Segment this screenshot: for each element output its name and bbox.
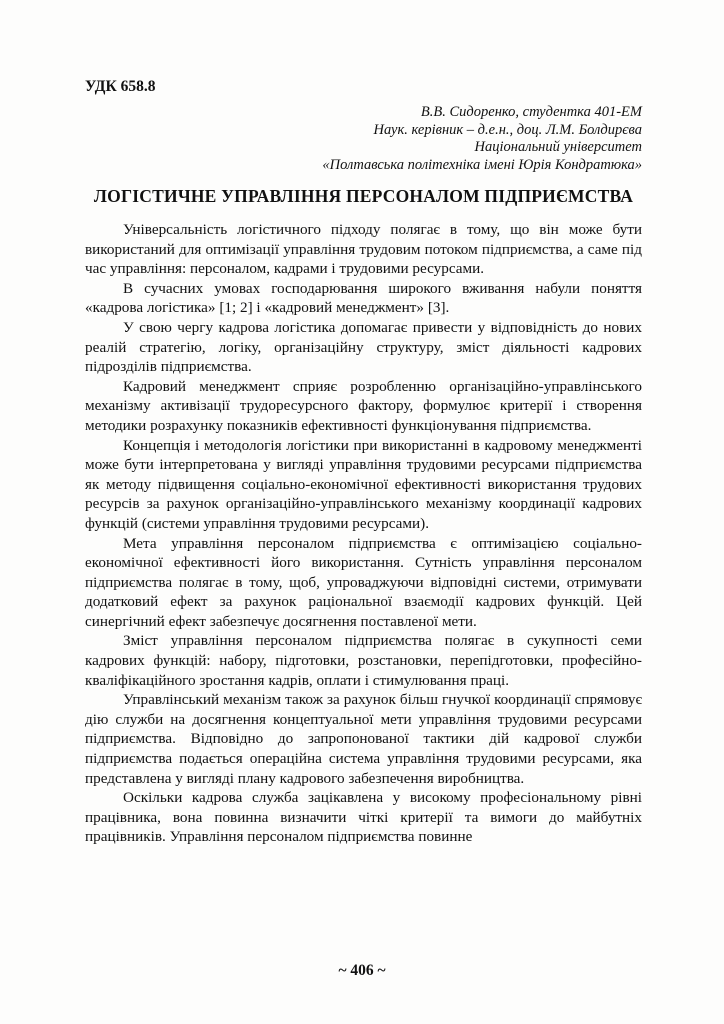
body-paragraph-5: Концепція і методологія логістики при використанні в кадровому менеджменті може бути інтерпретована у вигляді управління трудовими ресурсами підприємства як методу підвищення соціально-економічної ефективності використання трудових ресурсів за рахунок організаційно-управлінського механізму координації кадрових функцій (системи управління трудовими ресурсами). bbox=[85, 436, 642, 532]
body-paragraph-8: Управлінський механізм також за рахунок більш гнучкої координації спрямовує дію служби на досягнення концептуальної мети управління трудовими ресурсами підприємства. Відповідно до запропонованої тактики дій кадрової служби підприємства подається операційна система управління трудовими ресурсами, яка представлена у вигляді плану кадрового забезпечення виробництва. bbox=[85, 691, 642, 787]
body-paragraph-6: Мета управління персоналом підприємства є оптимізацією соціально-економічної ефективності його використання. Сутність управління персоналом підприємства полягає в тому, щоб, упроваджуючи відповідні системи, отримувати додатковий ефект за рахунок раціональної взаємодії кадрових функцій. Цей синергічний ефект забезпечує досягнення поставленої мети. bbox=[85, 534, 642, 630]
body-paragraph-7: Зміст управління персоналом підприємства полягає в сукупності семи кадрових функцій: набору, підготовки, розстановки, перепідготовки, професійно-кваліфікаційного зростання кадрів, оплати і стимулювання праці. bbox=[85, 632, 642, 689]
author-line-university: Національний університет bbox=[474, 139, 642, 155]
paper-title: ЛОГІСТИЧНЕ УПРАВЛІННЯ ПЕРСОНАЛОМ ПІДПРИЄМСТВА bbox=[93, 186, 634, 206]
body-paragraph-4: Кадровий менеджмент сприяє розробленню організаційно-управлінського механізму активізації трудоресурсного фактору, формулює критерії і створення методики розрахунку показників ефективності функціонування підприємства. bbox=[85, 377, 642, 434]
paper-body bbox=[85, 220, 642, 847]
author-block bbox=[85, 104, 642, 174]
page-number: ~ 406 ~ bbox=[338, 962, 386, 979]
body-paragraph-3: У свою чергу кадрова логістика допомагає привести у відповідність до нових реалій стратегію, логіку, організаційну структуру, зміст діяльності кадрових підрозділів підприємства. bbox=[85, 318, 642, 376]
author-line-student: В.В. Сидоренко, студентка 401-ЕМ bbox=[420, 104, 642, 120]
udc-label: УДК 658.8 bbox=[85, 78, 156, 95]
body-paragraph-2: В сучасних умовах господарювання широкого вживання набули поняття «кадрова логістика» [1; 2] і «кадровий менеджмент» [3]. bbox=[85, 279, 642, 317]
author-line-university-name: «Полтавська політехніка імені Юрія Кондратюка» bbox=[322, 156, 642, 173]
body-paragraph-9: Оскільки кадрова служба зацікавлена у високому професіональному рівні працівника, вона повинна визначити чіткі критерії та вимоги до майбутніх працівників. Управління персоналом підприємства повинне bbox=[85, 789, 642, 846]
author-line-supervisor: Наук. керівник – д.е.н., доц. Л.М. Болдирєва bbox=[373, 121, 642, 138]
body-paragraph-1: Універсальність логістичного підходу полягає в тому, що він може бути використаний для оптимізації управління трудовим потоком підприємства, а саме під час управління: персоналом, кадрами і трудовими ресурсами. bbox=[85, 221, 642, 278]
